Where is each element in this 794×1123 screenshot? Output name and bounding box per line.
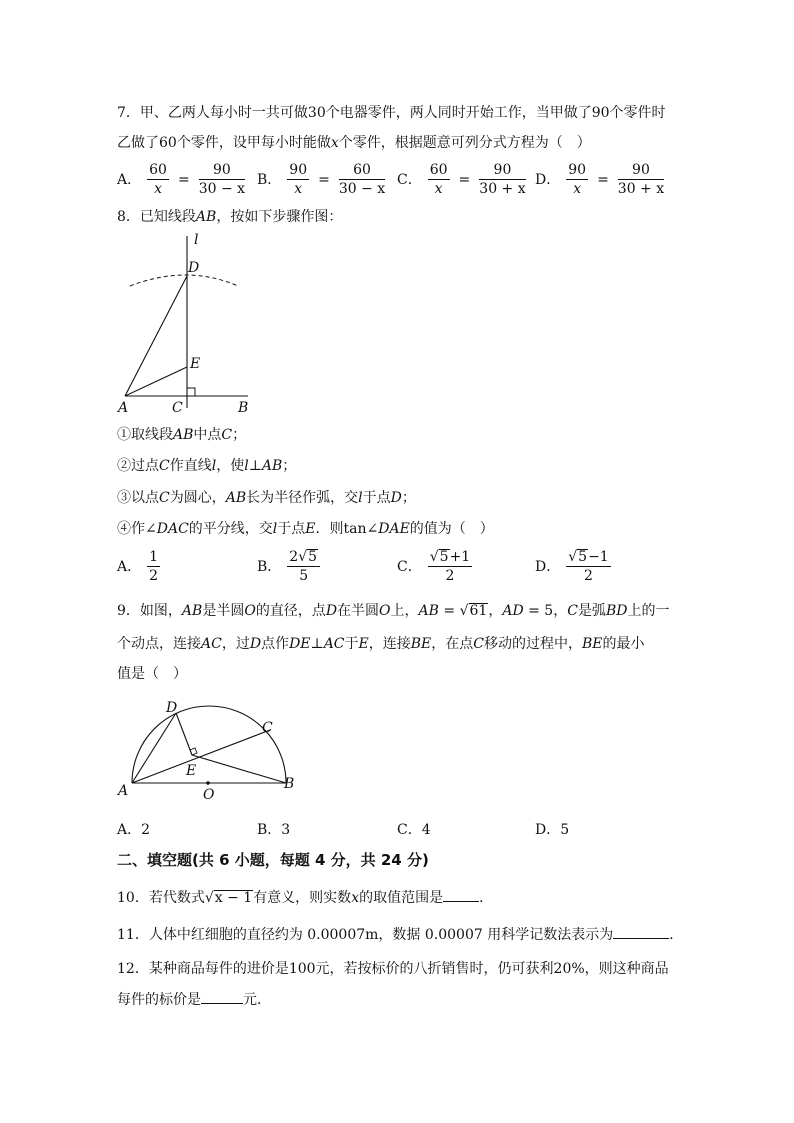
q8-step2: ②过点C作直线l，使l⊥AB； [117, 458, 297, 474]
q7-option-d[interactable]: D． $\frac{90}{x}$ = $\frac{90}{30 + x}$ [535, 162, 665, 198]
q8-segment-ad [125, 276, 187, 396]
q7-option-a[interactable]: A． $\frac{60}{x}$ = $\frac{90}{30 - x}$ [117, 162, 246, 198]
q8-segment-ae [125, 367, 187, 396]
q7-option-b[interactable]: B． $\frac{90}{x}$ = $\frac{60}{30 - x}$ [257, 162, 386, 198]
q9-figure [112, 694, 302, 806]
q7-line1: 7．甲、乙两人每小时一共可做30个电器零件，两人同时开始工作，当甲做了90个零件时 [117, 105, 666, 121]
q8-option-d[interactable]: D． $\frac{√5-1}{2}$ [535, 549, 609, 585]
q9-semicircle-arc [132, 706, 286, 783]
q8-step1: ①取线段AB中点C； [117, 427, 247, 443]
q8-label-d: D [188, 260, 200, 276]
q8-label-a: A [118, 400, 129, 416]
q9-segment-ac [132, 730, 270, 783]
q8-option-a[interactable]: A． $\frac{1}{2}$ [117, 549, 159, 585]
q9-line3: 值是（ ） [117, 666, 187, 682]
q8-stem: 8．已知线段AB，按如下步骤作图： [117, 209, 343, 225]
section-heading: 二、填空题(共 6 小题，每题 4 分，共 24 分) [117, 851, 429, 869]
q8-label-e: E [190, 356, 201, 372]
q9-label-e: E [186, 763, 197, 779]
q11: 11．人体中红细胞的直径约为 0.00007m，数据 0.00007 用科学记数法表示为 ． [117, 927, 684, 943]
q8-arc [130, 275, 238, 286]
q8-option-c[interactable]: C． $\frac{√5+1}{2}$ [397, 549, 471, 585]
q9-segment-ad [132, 713, 176, 783]
q9-label-o: O [203, 787, 215, 803]
q8-label-c: C [172, 400, 183, 416]
q9-label-c: C [262, 720, 273, 736]
q9-label-d: D [166, 700, 178, 716]
q10: 10．若代数式√x − 1有意义，则实数x的取值范围是 ． [117, 890, 494, 906]
q9-center-point [206, 781, 210, 785]
q11-answer-blank[interactable] [613, 937, 669, 939]
q8-option-b[interactable]: B． $\frac{2√5}{5}$ [257, 549, 322, 584]
q12-line1: 12．某种商品每件的进价是100元，若按标价的八折销售时，仍可获利20%，则这种商品 [117, 961, 669, 977]
q8-step4: ④作∠DAC的平分线，交l于点E．则tan∠DAE的值为（ ） [117, 521, 494, 537]
q9-option-d[interactable]: D．5 [535, 822, 570, 838]
q10-answer-blank[interactable] [443, 900, 479, 902]
q9-segment-de [176, 713, 192, 755]
q9-line1: 9．如图，AB是半圆O的直径，点D在半圆O上，AB = √61，AD = 5，C是弧BD上的一 [117, 603, 670, 619]
q8-step3: ③以点C为圆心，AB长为半径作弧，交l于点D； [117, 490, 416, 506]
q12-answer-blank[interactable] [201, 1002, 243, 1004]
q8-right-angle-mark [187, 388, 195, 396]
q8-label-b: B [238, 400, 249, 416]
q9-option-c[interactable]: C．4 [397, 822, 431, 838]
q9-option-b[interactable]: B．3 [257, 822, 291, 838]
q8-label-l: l [194, 232, 199, 248]
q9-option-a[interactable]: A．2 [117, 822, 151, 838]
q9-label-b: B [284, 776, 295, 792]
q12-line2: 每件的标价是 元． [117, 992, 271, 1008]
q9-line2: 个动点，连接AC，过D点作DE⊥AC于E，连接BE，在点C移动的过程中，BE的最小 [117, 636, 645, 652]
q7-line2: 乙做了60个零件，设甲每小时能做x个零件，根据题意可列分式方程为（ ） [117, 135, 591, 151]
q8-figure [110, 228, 280, 420]
q9-segment-be [192, 755, 286, 783]
q9-label-a: A [118, 783, 129, 799]
q7-option-c[interactable]: C． $\frac{60}{x}$ = $\frac{90}{30 + x}$ [397, 162, 526, 198]
